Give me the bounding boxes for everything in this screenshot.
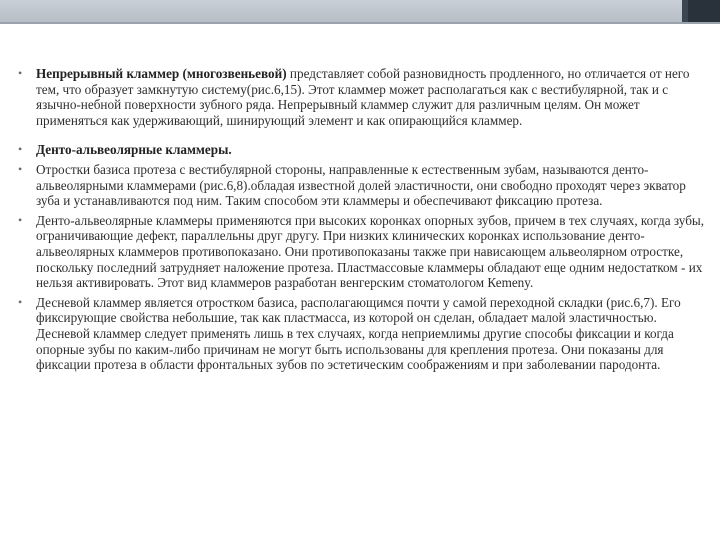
slide-body <box>18 66 708 373</box>
bullet-base-processes <box>18 162 708 209</box>
bullet-text: представляет собой разновидность продленного, но отличается от него тем, что образует замкнутую систему(рис.6,15). Этот кламмер может располагаться как с вестибулярной, так и с язычно-небной поверхности зубного ряда. Непрерывный кламмер служит для различным целям. Он может применяться как удерживающий, шинирующий элемент и как опирающийся кламмер. <box>36 66 690 128</box>
bullet-gingival-clasp <box>18 295 708 373</box>
bullet-text: Денто-альвеолярные кламмеры применяются при высоких коронках опорных зубов, причем в тех случаях, когда зубы, ограничивающие дефект, параллельны друг другу. При низких клинических коронках использование денто-альвеолярных кламмеров противопоказано. Они противопоказаны также при нависающем альвеолярном отростке, поскольку последний затрудняет наложение протеза. Пластмассовые кламмеры обладают еще одним недостатком - их нельзя активировать. Этот вид кламмеров разработан венгерским стоматологом Кеmeny. <box>36 212 705 291</box>
slide-header-bar <box>0 0 720 22</box>
bullet-list <box>18 66 708 373</box>
bullet-continuous-clasp <box>18 66 708 128</box>
bullet-bold-term: Денто-альвеолярные кламмеры. <box>36 142 232 158</box>
header-corner-block <box>682 0 720 22</box>
bullet-dento-alveolar-usage <box>18 213 708 291</box>
header-divider <box>0 22 720 24</box>
bullet-text: Отростки базиса протеза с вестибулярной стороны, направленные к естественным зубам, называются денто-альвеолярными кламмерами (рис.6,8).обладая известной долей эластичности, они свободно проходят через экватор зуба и устанавливаются под ним. Таким способом эти кламмеры и обеспечивают фиксацию протеза. <box>36 161 686 209</box>
bullet-dento-alveolar-heading <box>18 142 708 158</box>
bullet-bold-term: Непрерывный кламмер (многозвеньевой) <box>36 66 287 81</box>
bullet-text: Десневой кламмер является отростком базиса, располагающимся почти у самой переходной складки (рис.6,7). Его фиксирующие свойства небольшие, так как пластмасса, из которой он сделан, обладает малой эластичностью. Десневой кламмер следует применять лишь в тех случаях, когда неприемлимы другие способы фиксации и когда опорные зубы по каким-либо причинам не могут быть использованы для крепления протеза. Они показаны для фиксации протеза в области фронтальных зубов по эстетическим соображениям и при заболевании пародонта. <box>36 294 681 373</box>
